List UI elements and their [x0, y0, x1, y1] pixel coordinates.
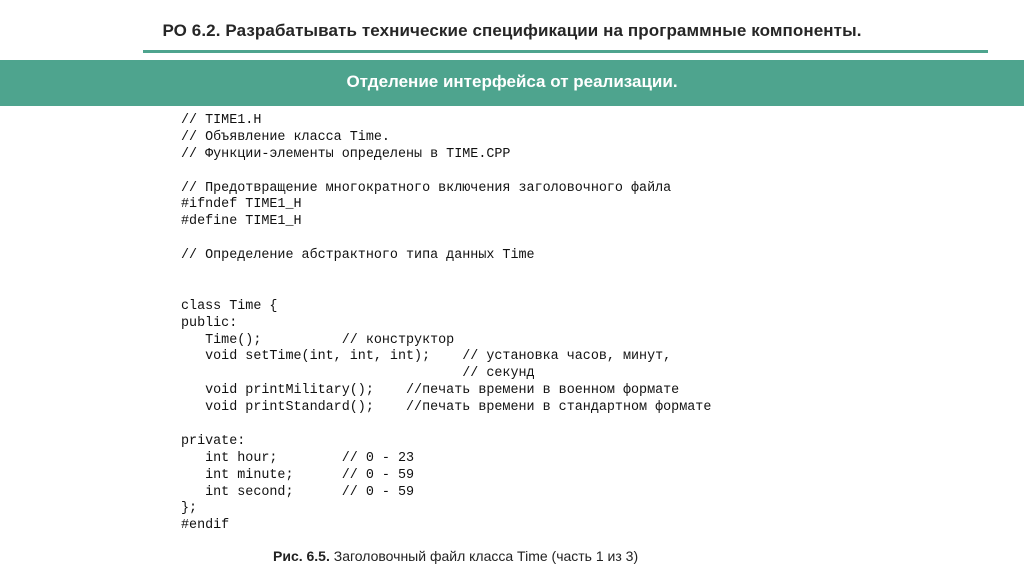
code-line: // Функции-элементы определены в TIME.CPP	[181, 146, 511, 162]
code-line	[181, 231, 711, 248]
section-banner	[0, 60, 1024, 106]
code-line: void printMilitary(); //печать времени в военном формате	[181, 383, 680, 399]
code-line: Time(); // конструктор	[181, 332, 455, 348]
code-line: #endif	[181, 518, 230, 534]
code-listing	[181, 113, 711, 535]
code-line	[181, 164, 711, 181]
code-line: class Time {	[181, 298, 278, 314]
figure-caption	[273, 548, 638, 564]
figure-caption-text: Заголовочный файл класса Time (часть 1 из 3)	[329, 548, 639, 564]
code-line: // Предотвращение многократного включения заголовочного файла	[181, 180, 672, 196]
title-underline	[143, 50, 988, 53]
code-line: void printStandard(); //печать времени в стандартном формате	[181, 400, 712, 416]
code-line: private:	[181, 433, 246, 449]
code-line: // TIME1.H	[181, 113, 262, 128]
code-line: public:	[181, 315, 238, 331]
code-line: void setTime(int, int, int); // установка часов, минут,	[181, 349, 672, 365]
code-line: // Объявление класса Time.	[181, 129, 390, 145]
slide-title: РО 6.2. Разрабатывать технические спецификации на программные компоненты.	[162, 21, 862, 40]
code-line: int minute; // 0 - 59	[181, 467, 415, 483]
code-line	[181, 265, 711, 282]
code-line: int hour; // 0 - 23	[181, 450, 415, 466]
code-line: // Определение абстрактного типа данных Time	[181, 248, 535, 264]
code-line: #ifndef TIME1_H	[181, 197, 302, 213]
code-line: #define TIME1_H	[181, 214, 302, 230]
figure-caption-label: Рис. 6.5.	[273, 548, 330, 564]
code-line: };	[181, 501, 198, 517]
code-line	[181, 417, 711, 434]
banner-heading: Отделение интерфейса от реализации.	[346, 72, 678, 91]
code-line: // секунд	[181, 366, 535, 382]
code-line: int second; // 0 - 59	[181, 484, 415, 500]
code-line	[181, 282, 711, 299]
